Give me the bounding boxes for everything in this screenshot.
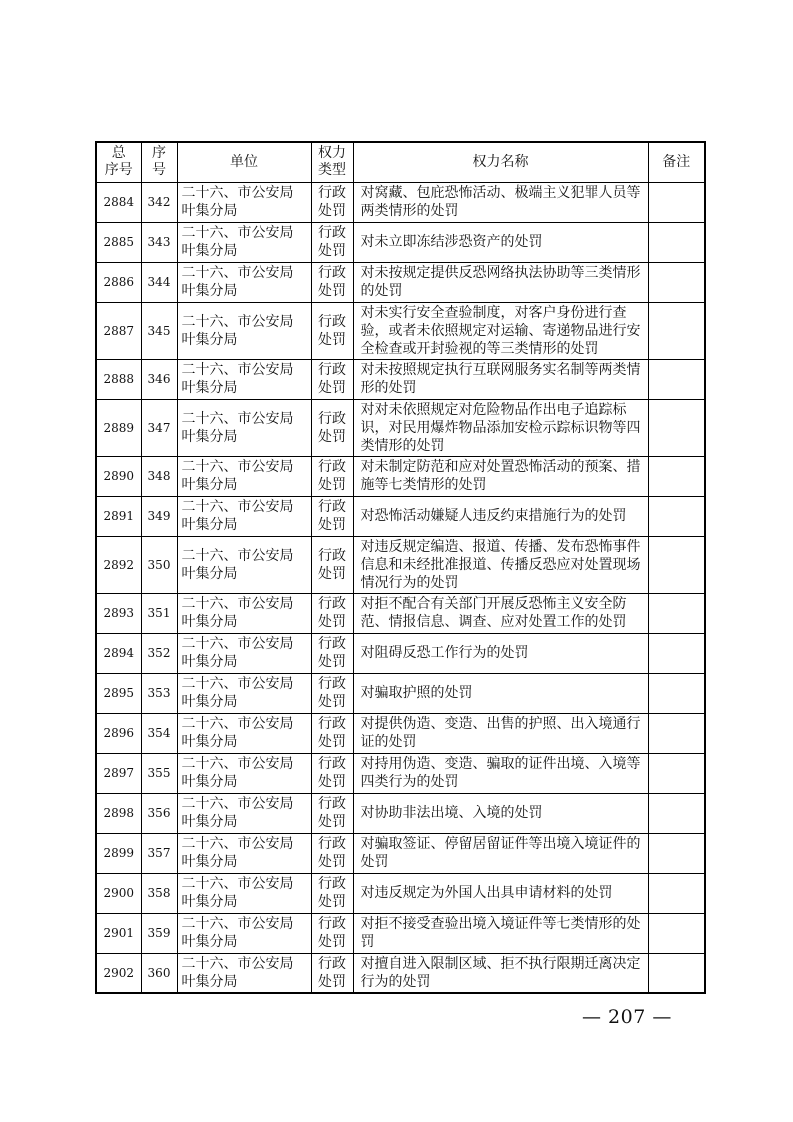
total-seq-cell: 2900 <box>96 873 141 913</box>
note-cell <box>648 496 705 536</box>
type-line: 处罚 <box>318 380 346 396</box>
unit-line: 二十六、市公安局 <box>181 265 294 281</box>
table-row <box>96 182 705 222</box>
type-line: 行政 <box>318 876 346 892</box>
unit-cell <box>177 833 311 873</box>
type-line: 行政 <box>318 916 346 932</box>
type-line: 处罚 <box>318 774 346 790</box>
unit-cell <box>177 713 311 753</box>
power-name-cell: 对擅自进入限制区域、拒不执行限期迁离决定行为的处罚 <box>353 953 648 993</box>
type-line: 处罚 <box>318 973 346 990</box>
total-seq-cell: 2889 <box>96 399 141 456</box>
total-seq-cell: 2902 <box>96 953 141 993</box>
unit-line: 叶集分局 <box>181 614 238 630</box>
power-type-cell <box>311 456 353 496</box>
type-line: 行政 <box>318 499 346 515</box>
power-type-cell <box>311 873 353 913</box>
unit-cell <box>177 673 311 713</box>
type-line: 处罚 <box>318 614 346 630</box>
total-seq-cell: 2897 <box>96 753 141 793</box>
unit-line: 叶集分局 <box>181 565 238 582</box>
type-line: 处罚 <box>318 894 346 910</box>
seq-cell: 352 <box>141 633 177 673</box>
power-name-cell: 对提供伪造、变造、出售的护照、出入境通行证的处罚 <box>353 713 648 753</box>
power-type-cell <box>311 496 353 536</box>
table-row <box>96 953 705 993</box>
table-row <box>96 399 705 456</box>
table-row <box>96 262 705 302</box>
table-header-row <box>96 142 705 182</box>
unit-line: 叶集分局 <box>181 774 238 790</box>
power-list-table <box>95 141 706 994</box>
seq-cell: 347 <box>141 399 177 456</box>
unit-line: 叶集分局 <box>181 734 238 750</box>
power-name-cell: 对持用伪造、变造、骗取的证件出境、入境等四类行为的处罚 <box>353 753 648 793</box>
total-seq-cell: 2894 <box>96 633 141 673</box>
header-total-seq: 总 序号 <box>96 142 141 182</box>
table-row <box>96 873 705 913</box>
table-body <box>96 182 705 993</box>
total-seq-cell: 2884 <box>96 182 141 222</box>
note-cell <box>648 753 705 793</box>
table-row <box>96 913 705 953</box>
unit-line: 二十六、市公安局 <box>181 796 294 812</box>
note-cell <box>648 359 705 399</box>
power-name-cell: 对违反规定为外国人出具申请材料的处罚 <box>353 873 648 913</box>
power-type-cell <box>311 302 353 359</box>
unit-cell <box>177 536 311 593</box>
unit-line: 叶集分局 <box>181 517 238 533</box>
type-line: 处罚 <box>318 565 346 582</box>
power-type-cell <box>311 222 353 262</box>
type-line: 行政 <box>318 955 346 972</box>
type-line: 行政 <box>318 636 346 652</box>
type-line: 行政 <box>318 596 346 612</box>
unit-cell <box>177 182 311 222</box>
header-note: 备注 <box>648 142 705 182</box>
power-type-cell <box>311 593 353 633</box>
power-name-cell: 对窝藏、包庇恐怖活动、极端主义犯罪人员等两类情形的处罚 <box>353 182 648 222</box>
unit-line: 叶集分局 <box>181 243 238 259</box>
power-name-cell: 对未制定防范和应对处置恐怖活动的预案、措施等七类情形的处罚 <box>353 456 648 496</box>
unit-line: 二十六、市公安局 <box>181 459 294 475</box>
type-line: 行政 <box>318 716 346 732</box>
table-row <box>96 793 705 833</box>
unit-line: 二十六、市公安局 <box>181 596 294 612</box>
unit-cell <box>177 873 311 913</box>
table-row <box>96 593 705 633</box>
note-cell <box>648 222 705 262</box>
unit-line: 叶集分局 <box>181 814 238 830</box>
type-line: 行政 <box>318 362 346 378</box>
power-name-cell: 对拒不配合有关部门开展反恐怖主义安全防范、情报信息、调查、应对处置工作的处罚 <box>353 593 648 633</box>
type-line: 处罚 <box>318 934 346 950</box>
type-line: 处罚 <box>318 283 346 299</box>
unit-line: 二十六、市公安局 <box>181 313 294 330</box>
unit-cell <box>177 953 311 993</box>
total-seq-cell: 2896 <box>96 713 141 753</box>
type-line: 行政 <box>318 313 346 330</box>
total-seq-cell: 2901 <box>96 913 141 953</box>
type-line: 行政 <box>318 796 346 812</box>
power-type-cell <box>311 359 353 399</box>
unit-line: 叶集分局 <box>181 331 238 348</box>
power-name-cell: 对协助非法出境、入境的处罚 <box>353 793 648 833</box>
unit-line: 叶集分局 <box>181 380 238 396</box>
type-line: 处罚 <box>318 428 346 445</box>
seq-cell: 353 <box>141 673 177 713</box>
unit-line: 二十六、市公安局 <box>181 547 294 564</box>
unit-line: 二十六、市公安局 <box>181 676 294 692</box>
type-line: 处罚 <box>318 517 346 533</box>
unit-cell <box>177 633 311 673</box>
power-name-cell: 对恐怖活动嫌疑人违反约束措施行为的处罚 <box>353 496 648 536</box>
unit-line: 二十六、市公安局 <box>181 916 294 932</box>
unit-cell <box>177 399 311 456</box>
power-type-cell <box>311 633 353 673</box>
power-type-cell <box>311 753 353 793</box>
power-type-cell <box>311 673 353 713</box>
power-name-cell: 对未立即冻结涉恐资产的处罚 <box>353 222 648 262</box>
power-type-cell <box>311 833 353 873</box>
type-line: 处罚 <box>318 854 346 870</box>
power-type-cell <box>311 793 353 833</box>
unit-line: 二十六、市公安局 <box>181 756 294 772</box>
type-line: 处罚 <box>318 694 346 710</box>
total-seq-cell: 2888 <box>96 359 141 399</box>
table-row <box>96 713 705 753</box>
unit-cell <box>177 793 311 833</box>
type-line: 处罚 <box>318 331 346 348</box>
type-line: 行政 <box>318 410 346 427</box>
power-type-cell <box>311 713 353 753</box>
unit-line: 二十六、市公安局 <box>181 499 294 515</box>
unit-cell <box>177 262 311 302</box>
unit-line: 二十六、市公安局 <box>181 836 294 852</box>
table-row <box>96 673 705 713</box>
total-seq-cell: 2895 <box>96 673 141 713</box>
unit-cell <box>177 302 311 359</box>
power-type-cell <box>311 399 353 456</box>
note-cell <box>648 673 705 713</box>
total-seq-cell: 2898 <box>96 793 141 833</box>
note-cell <box>648 399 705 456</box>
seq-cell: 348 <box>141 456 177 496</box>
seq-cell: 349 <box>141 496 177 536</box>
seq-cell: 357 <box>141 833 177 873</box>
note-cell <box>648 593 705 633</box>
header-seq: 序 号 <box>141 142 177 182</box>
power-type-cell <box>311 182 353 222</box>
unit-cell <box>177 753 311 793</box>
power-name-cell: 对骗取签证、停留居留证件等出境入境证件的处罚 <box>353 833 648 873</box>
total-seq-cell: 2893 <box>96 593 141 633</box>
unit-line: 二十六、市公安局 <box>181 225 294 241</box>
seq-cell: 342 <box>141 182 177 222</box>
unit-cell <box>177 456 311 496</box>
unit-line: 叶集分局 <box>181 973 238 990</box>
table-row <box>96 753 705 793</box>
header-name: 权力名称 <box>353 142 648 182</box>
type-line: 行政 <box>318 756 346 772</box>
seq-cell: 360 <box>141 953 177 993</box>
unit-line: 叶集分局 <box>181 203 238 219</box>
unit-cell <box>177 593 311 633</box>
seq-cell: 359 <box>141 913 177 953</box>
type-line: 行政 <box>318 547 346 564</box>
power-type-cell <box>311 953 353 993</box>
power-type-cell <box>311 913 353 953</box>
unit-cell <box>177 496 311 536</box>
total-seq-cell: 2887 <box>96 302 141 359</box>
note-cell <box>648 793 705 833</box>
unit-cell <box>177 222 311 262</box>
total-seq-cell: 2886 <box>96 262 141 302</box>
type-line: 处罚 <box>318 814 346 830</box>
seq-cell: 355 <box>141 753 177 793</box>
total-seq-cell: 2892 <box>96 536 141 593</box>
unit-line: 二十六、市公安局 <box>181 716 294 732</box>
page-number: — 207 — <box>582 1006 672 1028</box>
note-cell <box>648 633 705 673</box>
note-cell <box>648 536 705 593</box>
total-seq-cell: 2891 <box>96 496 141 536</box>
seq-cell: 343 <box>141 222 177 262</box>
seq-cell: 350 <box>141 536 177 593</box>
unit-line: 叶集分局 <box>181 654 238 670</box>
total-seq-cell: 2885 <box>96 222 141 262</box>
seq-cell: 351 <box>141 593 177 633</box>
type-line: 处罚 <box>318 243 346 259</box>
power-type-cell <box>311 536 353 593</box>
type-line: 处罚 <box>318 654 346 670</box>
seq-cell: 346 <box>141 359 177 399</box>
total-seq-cell: 2899 <box>96 833 141 873</box>
unit-line: 叶集分局 <box>181 894 238 910</box>
note-cell <box>648 262 705 302</box>
table-row <box>96 456 705 496</box>
unit-line: 叶集分局 <box>181 934 238 950</box>
unit-cell <box>177 359 311 399</box>
type-line: 行政 <box>318 225 346 241</box>
seq-cell: 354 <box>141 713 177 753</box>
type-line: 行政 <box>318 676 346 692</box>
table-row <box>96 536 705 593</box>
power-name-cell: 对未按照规定执行互联网服务实名制等两类情形的处罚 <box>353 359 648 399</box>
table-row <box>96 222 705 262</box>
table-row <box>96 633 705 673</box>
power-name-cell: 对对未依照规定对危险物品作出电子追踪标识，对民用爆炸物品添加安检示踪标识物等四类情形的处罚 <box>353 399 648 456</box>
unit-line: 二十六、市公安局 <box>181 955 294 972</box>
unit-line: 二十六、市公安局 <box>181 876 294 892</box>
note-cell <box>648 873 705 913</box>
unit-line: 叶集分局 <box>181 428 238 445</box>
type-line: 行政 <box>318 265 346 281</box>
unit-line: 二十六、市公安局 <box>181 185 294 201</box>
note-cell <box>648 713 705 753</box>
seq-cell: 345 <box>141 302 177 359</box>
header-type: 权力 类型 <box>311 142 353 182</box>
seq-cell: 344 <box>141 262 177 302</box>
type-line: 行政 <box>318 459 346 475</box>
power-name-cell: 对违反规定编造、报道、传播、发布恐怖事件信息和未经批准报道、传播反恐应对处置现场情况行为的处罚 <box>353 536 648 593</box>
note-cell <box>648 913 705 953</box>
unit-line: 叶集分局 <box>181 694 238 710</box>
seq-cell: 356 <box>141 793 177 833</box>
unit-line: 二十六、市公安局 <box>181 636 294 652</box>
table-row <box>96 833 705 873</box>
unit-line: 叶集分局 <box>181 854 238 870</box>
type-line: 处罚 <box>318 477 346 493</box>
power-name-cell: 对骗取护照的处罚 <box>353 673 648 713</box>
power-name-cell: 对拒不接受查验出境入境证件等七类情形的处罚 <box>353 913 648 953</box>
table-row <box>96 496 705 536</box>
total-seq-cell: 2890 <box>96 456 141 496</box>
unit-cell <box>177 913 311 953</box>
table-row <box>96 302 705 359</box>
power-name-cell: 对未按规定提供反恐网络执法协助等三类情形的处罚 <box>353 262 648 302</box>
power-name-cell: 对未实行安全查验制度，对客户身份进行查验，或者未依照规定对运输、寄递物品进行安全检查或开封验视的等三类情形的处罚 <box>353 302 648 359</box>
seq-cell: 358 <box>141 873 177 913</box>
power-name-cell: 对阻碍反恐工作行为的处罚 <box>353 633 648 673</box>
power-type-cell <box>311 262 353 302</box>
type-line: 行政 <box>318 836 346 852</box>
note-cell <box>648 302 705 359</box>
unit-line: 二十六、市公安局 <box>181 362 294 378</box>
unit-line: 二十六、市公安局 <box>181 410 294 427</box>
note-cell <box>648 182 705 222</box>
note-cell <box>648 953 705 993</box>
unit-line: 叶集分局 <box>181 477 238 493</box>
note-cell <box>648 456 705 496</box>
note-cell <box>648 833 705 873</box>
type-line: 行政 <box>318 185 346 201</box>
header-unit: 单位 <box>177 142 311 182</box>
unit-line: 叶集分局 <box>181 283 238 299</box>
table-row <box>96 359 705 399</box>
type-line: 处罚 <box>318 734 346 750</box>
type-line: 处罚 <box>318 203 346 219</box>
